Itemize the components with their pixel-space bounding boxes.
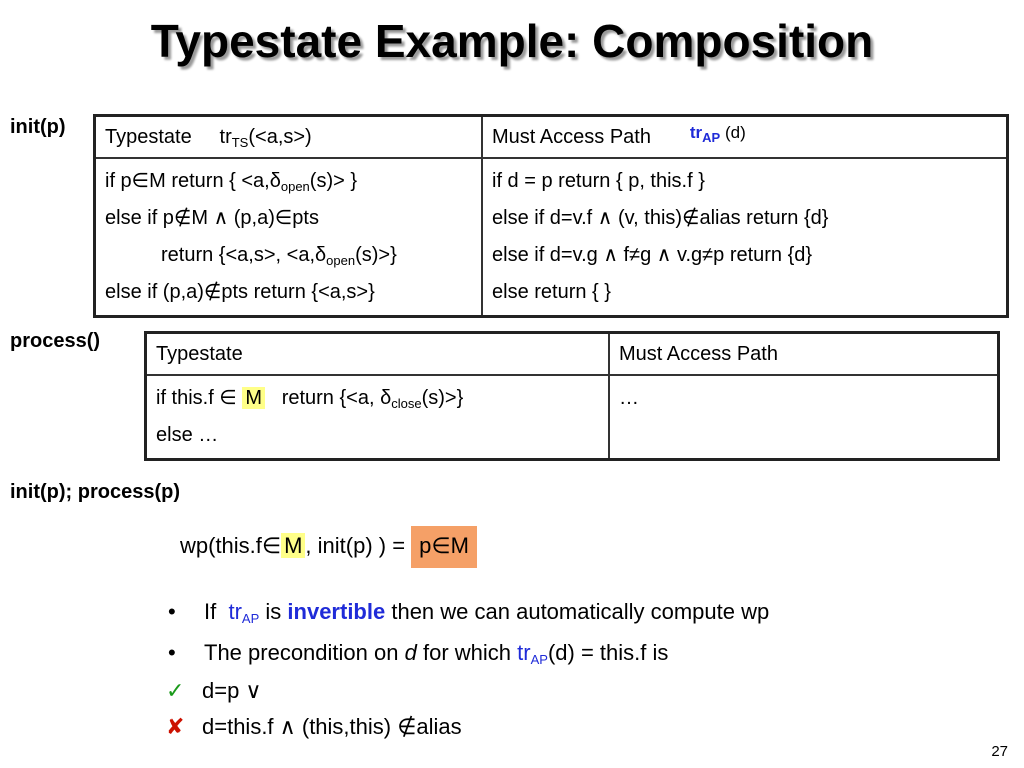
bullet-2: • The precondition on d for which $tr_{AP}(d)$ = this.f is <box>168 640 669 667</box>
tr-ap-inline-2: $tr_{AP}$ <box>517 640 548 667</box>
bullet-1: • If $tr_{AP}$ is invertible then we can automatically compute wp <box>168 599 770 626</box>
wp-result: p∈M <box>411 526 477 568</box>
process-map-ellipsis: … <box>619 387 639 409</box>
process-ts-line-1: if this.f ∈ M return {<a, $\delta_{close}(s)>$} <box>156 387 464 411</box>
process-header-map <box>609 333 999 376</box>
init-map-line-3: else if d=v.g ∧ f≠g ∧ v.g≠p return {d} <box>492 244 813 266</box>
init-ts-line-2: else if p∉M ∧ (p,a)∈pts <box>105 207 319 229</box>
tr-ts-label: $tr_{TS}(<a,s>)$ <box>219 126 312 150</box>
init-ts-line-1: if p∈M return { $<a,\delta_{open}(s)>$ } <box>105 170 358 194</box>
init-header-typestate <box>95 116 483 159</box>
tr-ap-inline: $tr_{AP}$ <box>228 599 260 626</box>
init-typestate-cell <box>95 158 483 317</box>
process-typestate-cell <box>146 375 610 460</box>
process-map-cell <box>609 375 999 460</box>
init-header-map <box>482 116 1008 159</box>
wp-expression: wp(this.f∈ M , init(p) ) = p∈M <box>180 526 477 568</box>
init-map-line-4: else return { } <box>492 281 611 303</box>
tr-ap-label: trAP (d) <box>689 123 746 145</box>
init-ts-line-4: else if (p,a)∉pts return {<a,s>} <box>105 281 375 303</box>
init-map-line-1: if d = p return { p, this.f } <box>492 170 705 192</box>
page-number: 27 <box>991 743 1008 760</box>
map-heading: Must Access Path <box>492 126 651 148</box>
init-map-cell <box>482 158 1008 317</box>
init-label: init(p) <box>10 116 66 138</box>
process-table <box>144 331 1000 461</box>
slide-title: Typestate Example: Composition <box>150 15 874 67</box>
process-typestate-heading: Typestate <box>156 343 243 365</box>
init-ts-line-3: return {<a,s>, $<a,\delta_{open}(s)>$} <box>161 244 397 268</box>
init-table <box>93 114 1009 318</box>
check-icon: ✓ <box>166 678 185 703</box>
cross-icon: ✘ <box>166 714 185 739</box>
wp-highlight-m: M <box>281 533 305 558</box>
invertible-keyword: invertible <box>287 599 386 624</box>
check-item: ✓ d=p ∨ <box>166 678 262 703</box>
typestate-heading: Typestate <box>105 126 192 148</box>
highlight-m: M <box>242 387 265 409</box>
process-header-typestate <box>146 333 610 376</box>
cross-item: ✘ d=this.f ∧ (this,this) ∉alias <box>166 714 462 739</box>
composition-label: init(p); process(p) <box>10 481 180 503</box>
process-map-heading: Must Access Path <box>619 343 778 365</box>
init-map-line-2: else if d=v.f ∧ (v, this)∉alias return {d} <box>492 207 829 229</box>
process-ts-line-2: else … <box>156 424 219 446</box>
process-label: process() <box>10 330 101 352</box>
